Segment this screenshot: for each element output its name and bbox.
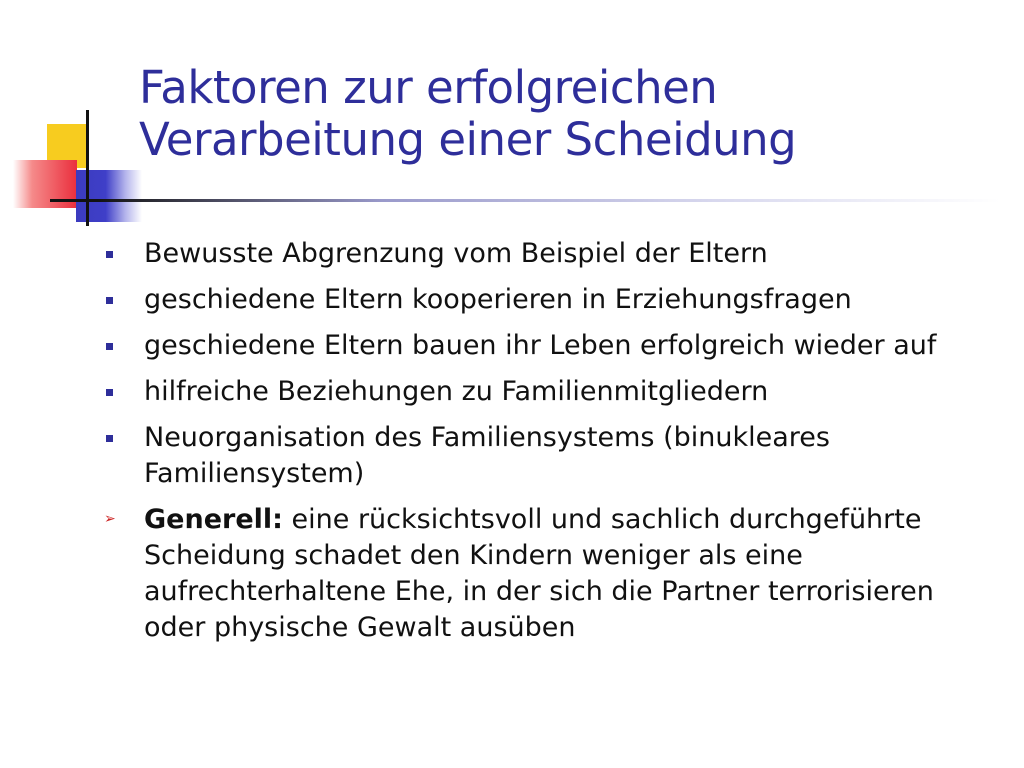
bullet-text: geschiedene Eltern bauen ihr Leben erfolgreich wieder auf xyxy=(144,330,937,361)
slide-title-line-2: Verarbeitung einer Scheidung xyxy=(139,113,797,166)
slide-title xyxy=(139,62,1009,166)
square-bullet-icon xyxy=(106,435,113,442)
bullet-item xyxy=(106,420,986,492)
conclusion-text: eine rücksichtsvoll und sachlich durchgeführte Scheidung schadet den Kindern weniger als eine aufrechterhaltene Ehe, in der sich die Partner terrorisieren oder physische Gewalt ausüben xyxy=(144,504,934,643)
bullet-text: geschiedene Eltern kooperieren in Erziehungsfragen xyxy=(144,284,852,315)
decorative-logo-squares xyxy=(0,0,150,240)
bullet-text: Bewusste Abgrenzung vom Beispiel der Eltern xyxy=(144,238,768,269)
bullet-item xyxy=(106,236,986,272)
square-bullet-icon xyxy=(106,297,113,304)
vertical-line-shape xyxy=(86,110,89,226)
bullet-text: hilfreiche Beziehungen zu Familienmitgliedern xyxy=(144,376,769,407)
arrow-bullet-icon: ➢ xyxy=(104,511,116,527)
bullet-text: Neuorganisation des Familiensystems (binukleares Familiensystem) xyxy=(144,422,830,489)
conclusion-item xyxy=(106,502,986,646)
square-bullet-icon xyxy=(106,251,113,258)
bullet-list xyxy=(106,236,986,656)
bullet-item xyxy=(106,282,986,318)
bullet-item xyxy=(106,374,986,410)
conclusion-lead: Generell: xyxy=(144,504,283,535)
bullet-item xyxy=(106,328,986,364)
slide-title-line-1: Faktoren zur erfolgreichen xyxy=(139,61,718,114)
square-bullet-icon xyxy=(106,343,113,350)
title-underline-rule xyxy=(50,199,1000,202)
square-bullet-icon xyxy=(106,389,113,396)
